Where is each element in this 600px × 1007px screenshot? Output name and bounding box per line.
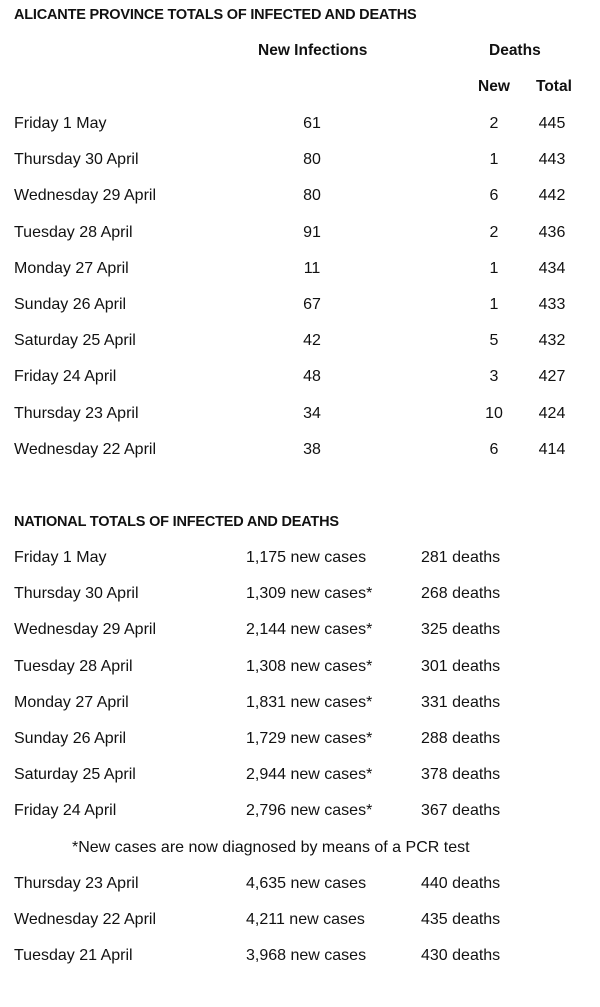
row-new-deaths: 10 bbox=[485, 404, 503, 422]
row-new-deaths: 3 bbox=[489, 368, 499, 386]
row-deaths: 331 deaths bbox=[421, 693, 501, 711]
row-date: Thursday 23 April bbox=[14, 875, 139, 892]
row-new-cases: 4,635 new cases bbox=[246, 875, 367, 892]
row-date: Thursday 23 April bbox=[14, 404, 139, 422]
row-date: Monday 27 April bbox=[14, 693, 129, 711]
row-date: Tuesday 28 April bbox=[14, 223, 133, 241]
row-new-cases: 2,796 new cases* bbox=[246, 802, 373, 820]
row-total-deaths: 442 bbox=[538, 187, 566, 205]
row-total-deaths: 427 bbox=[538, 368, 566, 386]
row-total-deaths: 424 bbox=[538, 404, 566, 422]
row-total-deaths: 414 bbox=[538, 440, 566, 458]
row-deaths: 440 deaths bbox=[421, 875, 501, 892]
row-deaths: 288 deaths bbox=[421, 730, 501, 747]
row-new-infections: 11 bbox=[303, 259, 321, 277]
row-new-deaths: 5 bbox=[489, 332, 499, 350]
row-total-deaths: 443 bbox=[538, 151, 566, 169]
row-deaths: 301 deaths bbox=[421, 657, 501, 675]
row-deaths: 325 deaths bbox=[421, 621, 501, 639]
row-deaths: 367 deaths bbox=[421, 802, 501, 820]
row-new-infections: 61 bbox=[303, 115, 321, 132]
row-new-infections: 42 bbox=[303, 332, 321, 350]
row-new-deaths: 1 bbox=[489, 296, 499, 313]
row-date: Wednesday 22 April bbox=[14, 911, 157, 929]
row-date: Saturday 25 April bbox=[14, 332, 136, 350]
row-new-infections: 67 bbox=[303, 296, 321, 313]
row-new-deaths: 1 bbox=[489, 151, 499, 169]
row-date: Friday 24 April bbox=[14, 802, 117, 820]
row-deaths: 430 deaths bbox=[421, 947, 501, 965]
row-new-infections: 38 bbox=[303, 440, 321, 458]
row-date: Tuesday 21 April bbox=[14, 947, 133, 965]
province-title: ALICANTE PROVINCE TOTALS OF INFECTED AND DEATHS bbox=[14, 7, 417, 23]
header-total: Total bbox=[536, 78, 572, 95]
row-date: Thursday 30 April bbox=[14, 151, 139, 169]
row-deaths: 435 deaths bbox=[421, 911, 501, 929]
row-new-cases: 4,211 new cases bbox=[246, 911, 365, 929]
row-total-deaths: 433 bbox=[538, 296, 566, 313]
row-new-cases: 2,144 new cases* bbox=[246, 621, 373, 639]
row-total-deaths: 445 bbox=[538, 115, 566, 132]
row-date: Monday 27 April bbox=[14, 259, 129, 277]
row-date: Friday 1 May bbox=[14, 549, 107, 566]
row-date: Wednesday 29 April bbox=[14, 187, 157, 205]
row-new-cases: 1,831 new cases* bbox=[246, 693, 373, 711]
row-new-cases: 1,309 new cases* bbox=[246, 585, 373, 603]
row-date: Saturday 25 April bbox=[14, 766, 136, 784]
row-date: Wednesday 29 April bbox=[14, 621, 157, 639]
row-new-deaths: 1 bbox=[489, 259, 499, 277]
pcr-test-note: *New cases are now diagnosed by means of a PCR test bbox=[72, 839, 470, 856]
row-new-cases: 1,175 new cases bbox=[246, 549, 367, 566]
row-deaths: 281 deaths bbox=[421, 549, 501, 566]
row-new-infections: 80 bbox=[303, 187, 321, 205]
row-date: Sunday 26 April bbox=[14, 730, 127, 747]
header-new: New bbox=[478, 78, 510, 95]
row-date: Friday 24 April bbox=[14, 368, 117, 386]
row-deaths: 378 deaths bbox=[421, 766, 501, 784]
row-new-deaths: 2 bbox=[489, 223, 499, 241]
row-date: Tuesday 28 April bbox=[14, 657, 133, 675]
row-date: Wednesday 22 April bbox=[14, 440, 157, 458]
row-new-cases: 3,968 new cases bbox=[246, 947, 367, 965]
row-new-cases: 2,944 new cases* bbox=[246, 766, 373, 784]
row-deaths: 268 deaths bbox=[421, 585, 501, 603]
row-new-deaths: 6 bbox=[489, 440, 499, 458]
header-deaths: Deaths bbox=[489, 42, 541, 59]
row-new-infections: 48 bbox=[303, 368, 321, 386]
row-new-deaths: 6 bbox=[489, 187, 499, 205]
row-new-infections: 34 bbox=[303, 404, 321, 422]
row-total-deaths: 432 bbox=[538, 332, 566, 350]
row-new-cases: 1,729 new cases* bbox=[246, 730, 373, 747]
national-title: NATIONAL TOTALS OF INFECTED AND DEATHS bbox=[14, 514, 339, 530]
row-new-infections: 91 bbox=[303, 223, 321, 241]
row-total-deaths: 436 bbox=[538, 223, 566, 241]
row-new-deaths: 2 bbox=[489, 115, 499, 132]
row-date: Thursday 30 April bbox=[14, 585, 139, 603]
row-date: Friday 1 May bbox=[14, 115, 107, 132]
row-new-cases: 1,308 new cases* bbox=[246, 657, 373, 675]
row-date: Sunday 26 April bbox=[14, 296, 127, 313]
row-new-infections: 80 bbox=[303, 151, 321, 169]
row-total-deaths: 434 bbox=[538, 259, 566, 277]
header-new-infections: New Infections bbox=[258, 42, 368, 59]
